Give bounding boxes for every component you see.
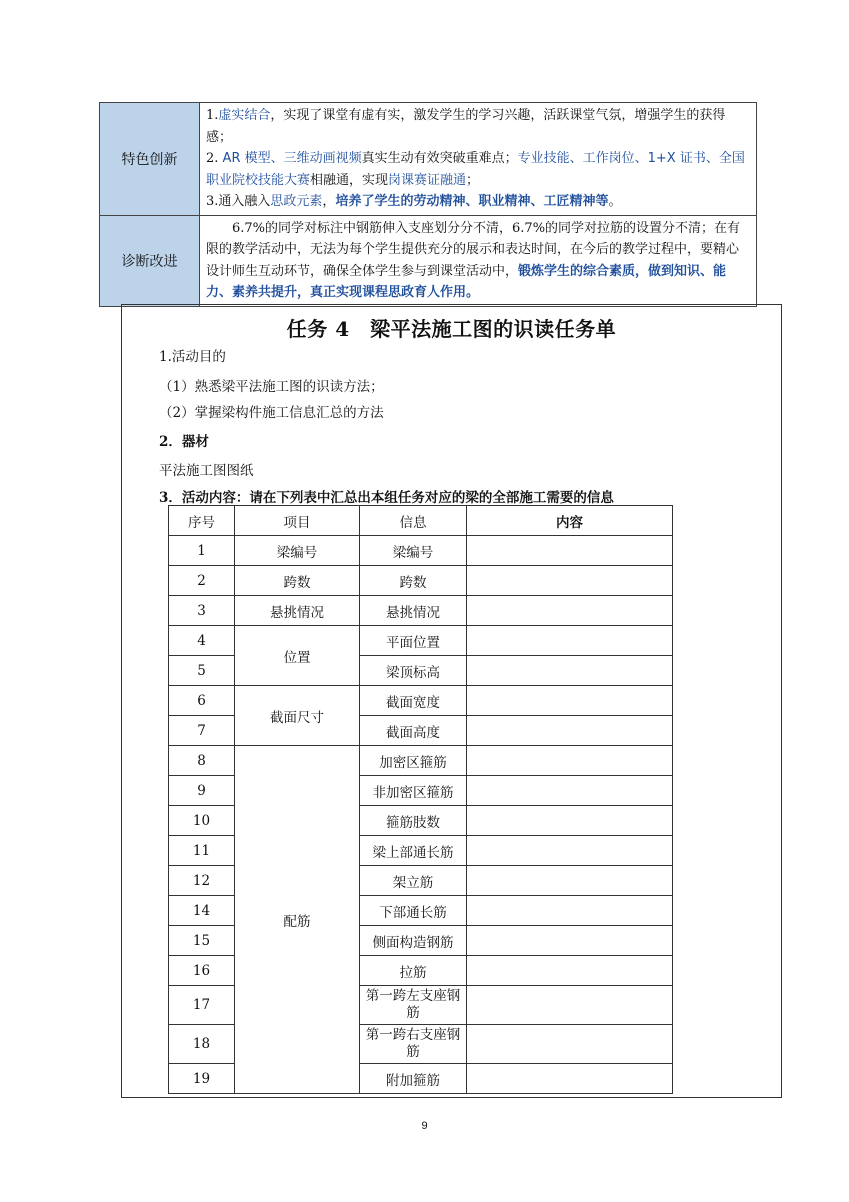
materials-text: 平法施工图图纸 xyxy=(159,463,254,479)
header-info: 信息 xyxy=(360,506,467,536)
table-row xyxy=(169,746,673,776)
row-no: 2 xyxy=(169,566,235,596)
row-no: 15 xyxy=(169,926,235,956)
row-info: 截面宽度 xyxy=(360,686,467,716)
row-content-cell[interactable] xyxy=(467,806,673,836)
row-info: 加密区箍筋 xyxy=(360,746,467,776)
row-content-cell[interactable] xyxy=(467,986,673,1025)
row-content-cell[interactable] xyxy=(467,836,673,866)
innovation-point-2: 2. AR 模型、三维动画视频真实生动有效突破重难点；专业技能、工作岗位、1+X 证书、全国职业院校技能大赛相融通，实现岗课赛证融通； xyxy=(206,151,745,188)
row-info: 第一跨右支座钢筋 xyxy=(360,1025,467,1064)
row-no: 5 xyxy=(169,656,235,686)
row-item: 悬挑情况 xyxy=(235,596,360,626)
row-no: 11 xyxy=(169,836,235,866)
row-item: 跨数 xyxy=(235,566,360,596)
row-no: 18 xyxy=(169,1025,235,1064)
row-content-cell[interactable] xyxy=(467,866,673,896)
diagnosis-row xyxy=(100,215,757,306)
header-no: 序号 xyxy=(169,506,235,536)
row-info: 附加箍筋 xyxy=(360,1064,467,1094)
table-row xyxy=(169,536,673,566)
row-info: 拉筋 xyxy=(360,956,467,986)
task-sheet xyxy=(121,304,782,1098)
row-no: 19 xyxy=(169,1064,235,1094)
row-content-cell[interactable] xyxy=(467,746,673,776)
row-info: 梁编号 xyxy=(360,536,467,566)
row-info: 悬挑情况 xyxy=(360,596,467,626)
row-content-cell[interactable] xyxy=(467,776,673,806)
row-no: 9 xyxy=(169,776,235,806)
innovation-point-1: 1.虚实结合，实现了课堂有虚有实，激发学生的学习兴趣，活跃课堂气氛，增强学生的获得感； xyxy=(206,108,726,145)
row-no: 3 xyxy=(169,596,235,626)
row-info: 箍筋肢数 xyxy=(360,806,467,836)
row-info: 梁上部通长筋 xyxy=(360,836,467,866)
table-row xyxy=(169,626,673,656)
row-item: 截面尺寸 xyxy=(235,686,360,746)
task-title: 任务 4 梁平法施工图的识读任务单 xyxy=(286,317,617,341)
row-info: 平面位置 xyxy=(360,626,467,656)
beam-info-table xyxy=(168,505,673,1094)
row-no: 10 xyxy=(169,806,235,836)
row-item: 配筋 xyxy=(235,746,360,1094)
row-content-cell[interactable] xyxy=(467,1025,673,1064)
page-number: 9 xyxy=(421,1120,428,1132)
header-content: 内容 xyxy=(467,506,673,536)
evaluation-table xyxy=(99,102,757,307)
purpose-item-1: （1）熟悉梁平法施工图的识读方法； xyxy=(159,379,384,395)
row-no: 7 xyxy=(169,716,235,746)
row-content-cell[interactable] xyxy=(467,626,673,656)
table-header-row xyxy=(169,506,673,536)
row-content-cell[interactable] xyxy=(467,716,673,746)
row-content-cell[interactable] xyxy=(467,596,673,626)
row-info: 第一跨左支座钢筋 xyxy=(360,986,467,1025)
content-heading: 3．活动内容：请在下列表中汇总出本组任务对应的梁的全部施工需要的信息 xyxy=(159,490,614,506)
table-row xyxy=(169,596,673,626)
row-no: 4 xyxy=(169,626,235,656)
row-item: 位置 xyxy=(235,626,360,686)
table-row xyxy=(169,686,673,716)
row-no: 17 xyxy=(169,986,235,1025)
row-info: 截面高度 xyxy=(360,716,467,746)
diagnosis-paragraph: 6.7%的同学对标注中钢筋伸入支座划分分不清，6.7%的同学对拉筋的设置分不清；在有限的教学活动中，无法为每个学生提供充分的展示和表达时间，在今后的教学过程中，要精心设计师生互动环节，确保全体学生参与到课堂活动中，锻炼学生的综合素质，做到知识、能力、素养共提升，真正实现课程思政育人作用。 xyxy=(206,220,741,300)
purpose-item-2: （2）掌握梁构件施工信息汇总的方法 xyxy=(159,405,384,421)
header-item: 项目 xyxy=(235,506,360,536)
row-content-cell[interactable] xyxy=(467,926,673,956)
row-no: 8 xyxy=(169,746,235,776)
purpose-heading: 1.活动目的 xyxy=(159,349,226,365)
row-content-cell[interactable] xyxy=(467,956,673,986)
row-content-cell[interactable] xyxy=(467,566,673,596)
diagnosis-content xyxy=(200,215,757,306)
innovation-point-3: 3.通入融入思政元素，培养了学生的劳动精神、职业精神、工匠精神等。 xyxy=(206,194,622,209)
row-content-cell[interactable] xyxy=(467,1064,673,1094)
row-no: 14 xyxy=(169,896,235,926)
innovation-row xyxy=(100,103,757,216)
row-no: 1 xyxy=(169,536,235,566)
table-row xyxy=(169,566,673,596)
row-no: 16 xyxy=(169,956,235,986)
innovation-content xyxy=(200,103,757,216)
row-content-cell[interactable] xyxy=(467,656,673,686)
row-info: 架立筋 xyxy=(360,866,467,896)
innovation-label: 特色创新 xyxy=(100,103,200,216)
row-no: 12 xyxy=(169,866,235,896)
row-content-cell[interactable] xyxy=(467,896,673,926)
diagnosis-label: 诊断改进 xyxy=(100,215,200,306)
materials-heading: 2．器材 xyxy=(159,434,209,450)
row-info: 侧面构造钢筋 xyxy=(360,926,467,956)
row-info: 梁顶标高 xyxy=(360,656,467,686)
row-content-cell[interactable] xyxy=(467,536,673,566)
row-info: 跨数 xyxy=(360,566,467,596)
row-content-cell[interactable] xyxy=(467,686,673,716)
row-info: 下部通长筋 xyxy=(360,896,467,926)
row-info: 非加密区箍筋 xyxy=(360,776,467,806)
row-item: 梁编号 xyxy=(235,536,360,566)
row-no: 6 xyxy=(169,686,235,716)
